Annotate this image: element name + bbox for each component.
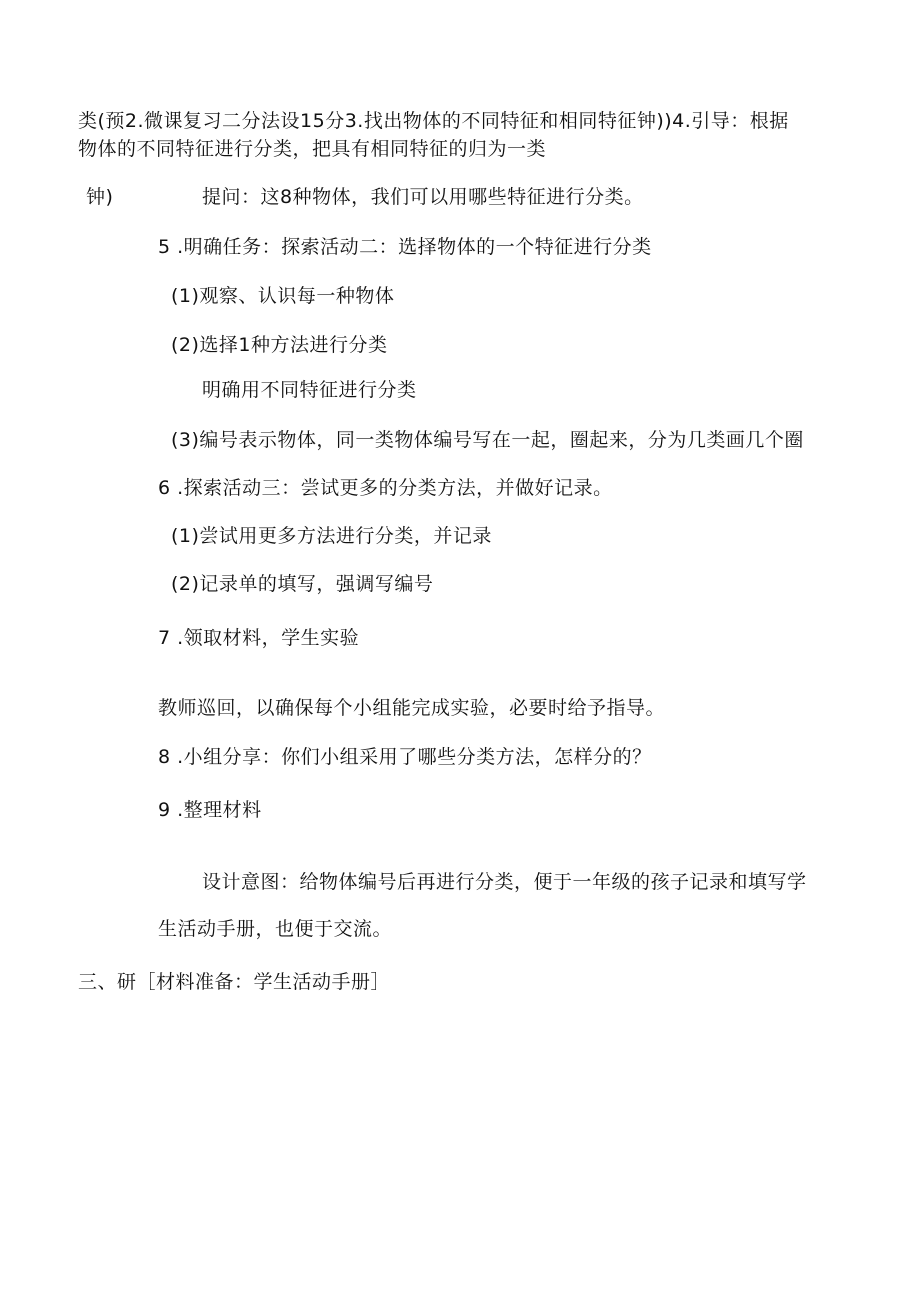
step-5-item-3: (3)编号表示物体，同一类物体编号写在一起，圈起来，分为几类画几个圈: [171, 429, 804, 451]
step-9-heading: 9 .整理材料: [158, 799, 262, 821]
step-6-item-1: (1)尝试用更多方法进行分类，并记录: [171, 525, 492, 547]
step-5-item-2-note: 明确用不同特征进行分类: [202, 379, 417, 401]
paragraph-intro-line-1: 类(预2.微课复习二分法设15分3.找出物体的不同特征和相同特征钟))4.引导：根据: [78, 110, 789, 132]
question-text: 提问：这8种物体，我们可以用哪些特征进行分类。: [202, 186, 644, 208]
design-intent-line-1: 设计意图：给物体编号后再进行分类，便于一年级的孩子记录和填写学: [202, 871, 807, 893]
step-8-heading: 8 .小组分享：你们小组采用了哪些分类方法，怎样分的？: [158, 746, 652, 768]
step-5-item-2: (2)选择1种方法进行分类: [171, 334, 388, 356]
paragraph-intro-line-2: 物体的不同特征进行分类，把具有相同特征的归为一类: [78, 138, 547, 160]
step-5-item-1: (1)观察、认识每一种物体: [171, 285, 395, 307]
duration-note: 钟): [86, 186, 114, 208]
design-intent-line-2: 生活动手册，也便于交流。: [158, 918, 393, 940]
step-5-heading: 5 .明确任务：探索活动二：选择物体的一个特征进行分类: [158, 236, 652, 258]
step-6-heading: 6 .探索活动三：尝试更多的分类方法，并做好记录。: [158, 477, 613, 499]
step-7-heading: 7 .领取材料，学生实验: [158, 627, 360, 649]
section-three-heading: 三、研［材料准备：学生活动手册］: [78, 971, 391, 993]
step-6-item-2: (2)记录单的填写，强调写编号: [171, 573, 434, 595]
teacher-note: 教师巡回，以确保每个小组能完成实验，必要时给予指导。: [158, 697, 666, 719]
